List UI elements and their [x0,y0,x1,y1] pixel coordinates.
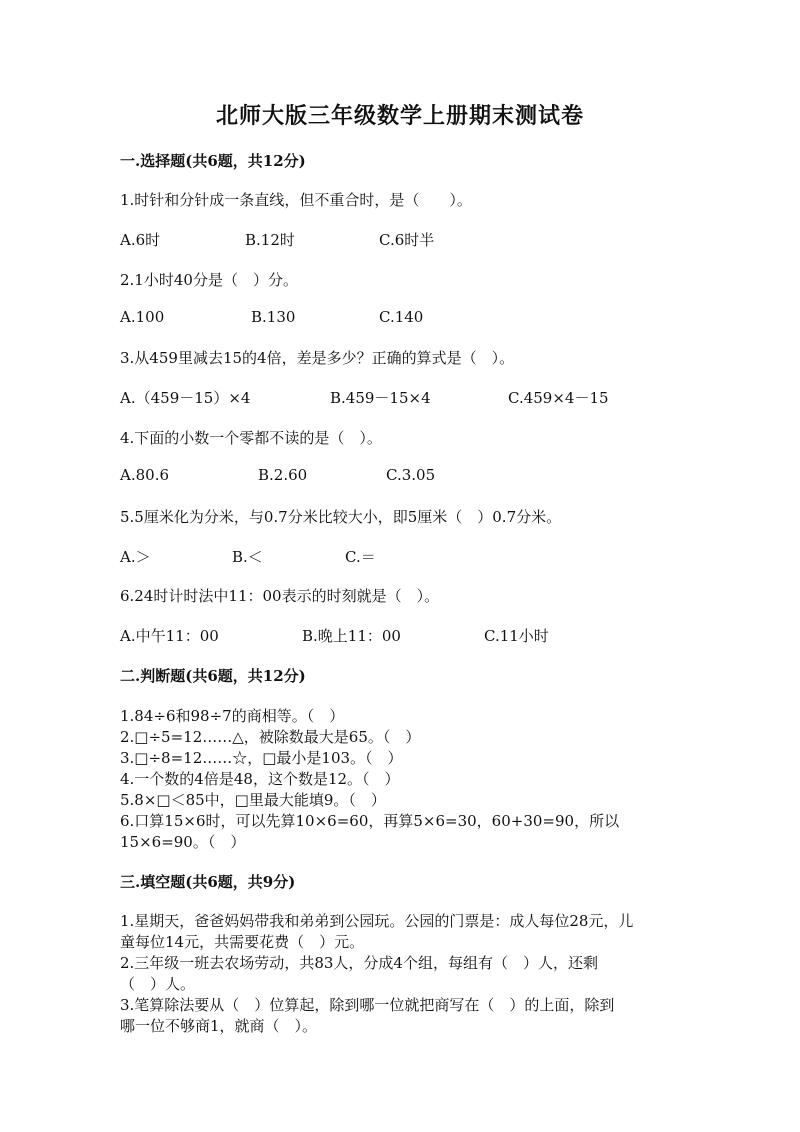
option-c: C.459×4－15 [508,389,609,407]
section-heading-fill-blank: 三.填空题(共6题，共9分) [120,873,296,891]
question-6: 6.24时计时法中11：00表示的时刻就是（ ）。 [120,587,440,605]
option-b: B.12时 [245,231,295,249]
question-2: 2.1小时40分是（ ）分。 [120,271,298,289]
judgment-line: 1.84÷6和98÷7的商相等。（ ） [120,707,345,725]
question-4: 4.下面的小数一个零都不读的是（ ）。 [120,429,382,447]
fill-blank-line: 3.笔算除法要从（ ）位算起，除到哪一位就把商写在（ ）的上面，除到 [120,996,615,1014]
question-3: 3.从459里减去15的4倍，差是多少？正确的算式是（ ）。 [120,349,515,367]
judgment-line: 3.□÷8=12……☆，□最小是103。（ ） [120,749,403,767]
option-c: C.3.05 [386,466,436,484]
question-1: 1.时针和分针成一条直线，但不重合时，是（ ）。 [120,191,472,209]
option-c: C.11小时 [484,627,549,645]
option-b: B.130 [251,308,296,326]
option-c: C.6时半 [379,231,435,249]
option-b: B.晚上11：00 [302,627,401,645]
option-b: B.2.60 [258,466,308,484]
fill-blank-line: 2.三年级一班去农场劳动，共83人，分成4个组，每组有（ ）人，还剩 [120,954,598,972]
judgment-line: 5.8×□＜85中，□里最大能填9。（ ） [120,791,386,809]
judgment-line: 6.口算15×6时，可以先算10×6=60，再算5×6=30，60+30=90，所以 [120,812,620,830]
fill-blank-line: 哪一位不够商1，就商（ ）。 [120,1017,318,1035]
option-a: A.（459－15）×4 [120,389,251,407]
option-c: C.＝ [345,548,376,566]
option-b: B.459－15×4 [330,389,431,407]
section-heading-choice: 一.选择题(共6题，共12分) [120,152,306,170]
option-c: C.140 [379,308,424,326]
option-a: A.中午11：00 [120,627,219,645]
fill-blank-line: （ ）人。 [120,975,196,993]
option-a: A.100 [120,308,165,326]
fill-blank-line: 1.星期天，爸爸妈妈带我和弟弟到公园玩。公园的门票是：成人每位28元，儿 [120,912,634,930]
judgment-line: 15×6=90。（ ） [120,833,246,851]
question-5: 5.5厘米化为分米，与0.7分米比较大小，即5厘米（ ）0.7分米。 [120,508,562,526]
option-a: A.6时 [120,231,161,249]
option-a: A.80.6 [120,466,169,484]
page-title: 北师大版三年级数学上册期末测试卷 [215,103,584,129]
judgment-line: 2.□÷5=12……△，被除数最大是65。（ ） [120,728,421,746]
option-b: B.＜ [232,548,263,566]
section-heading-judgment: 二.判断题(共6题，共12分) [120,667,306,685]
fill-blank-line: 童每位14元，共需要花费（ ）元。 [120,933,365,951]
judgment-line: 4.一个数的4倍是48，这个数是12。（ ） [120,770,400,788]
option-a: A.＞ [120,548,151,566]
